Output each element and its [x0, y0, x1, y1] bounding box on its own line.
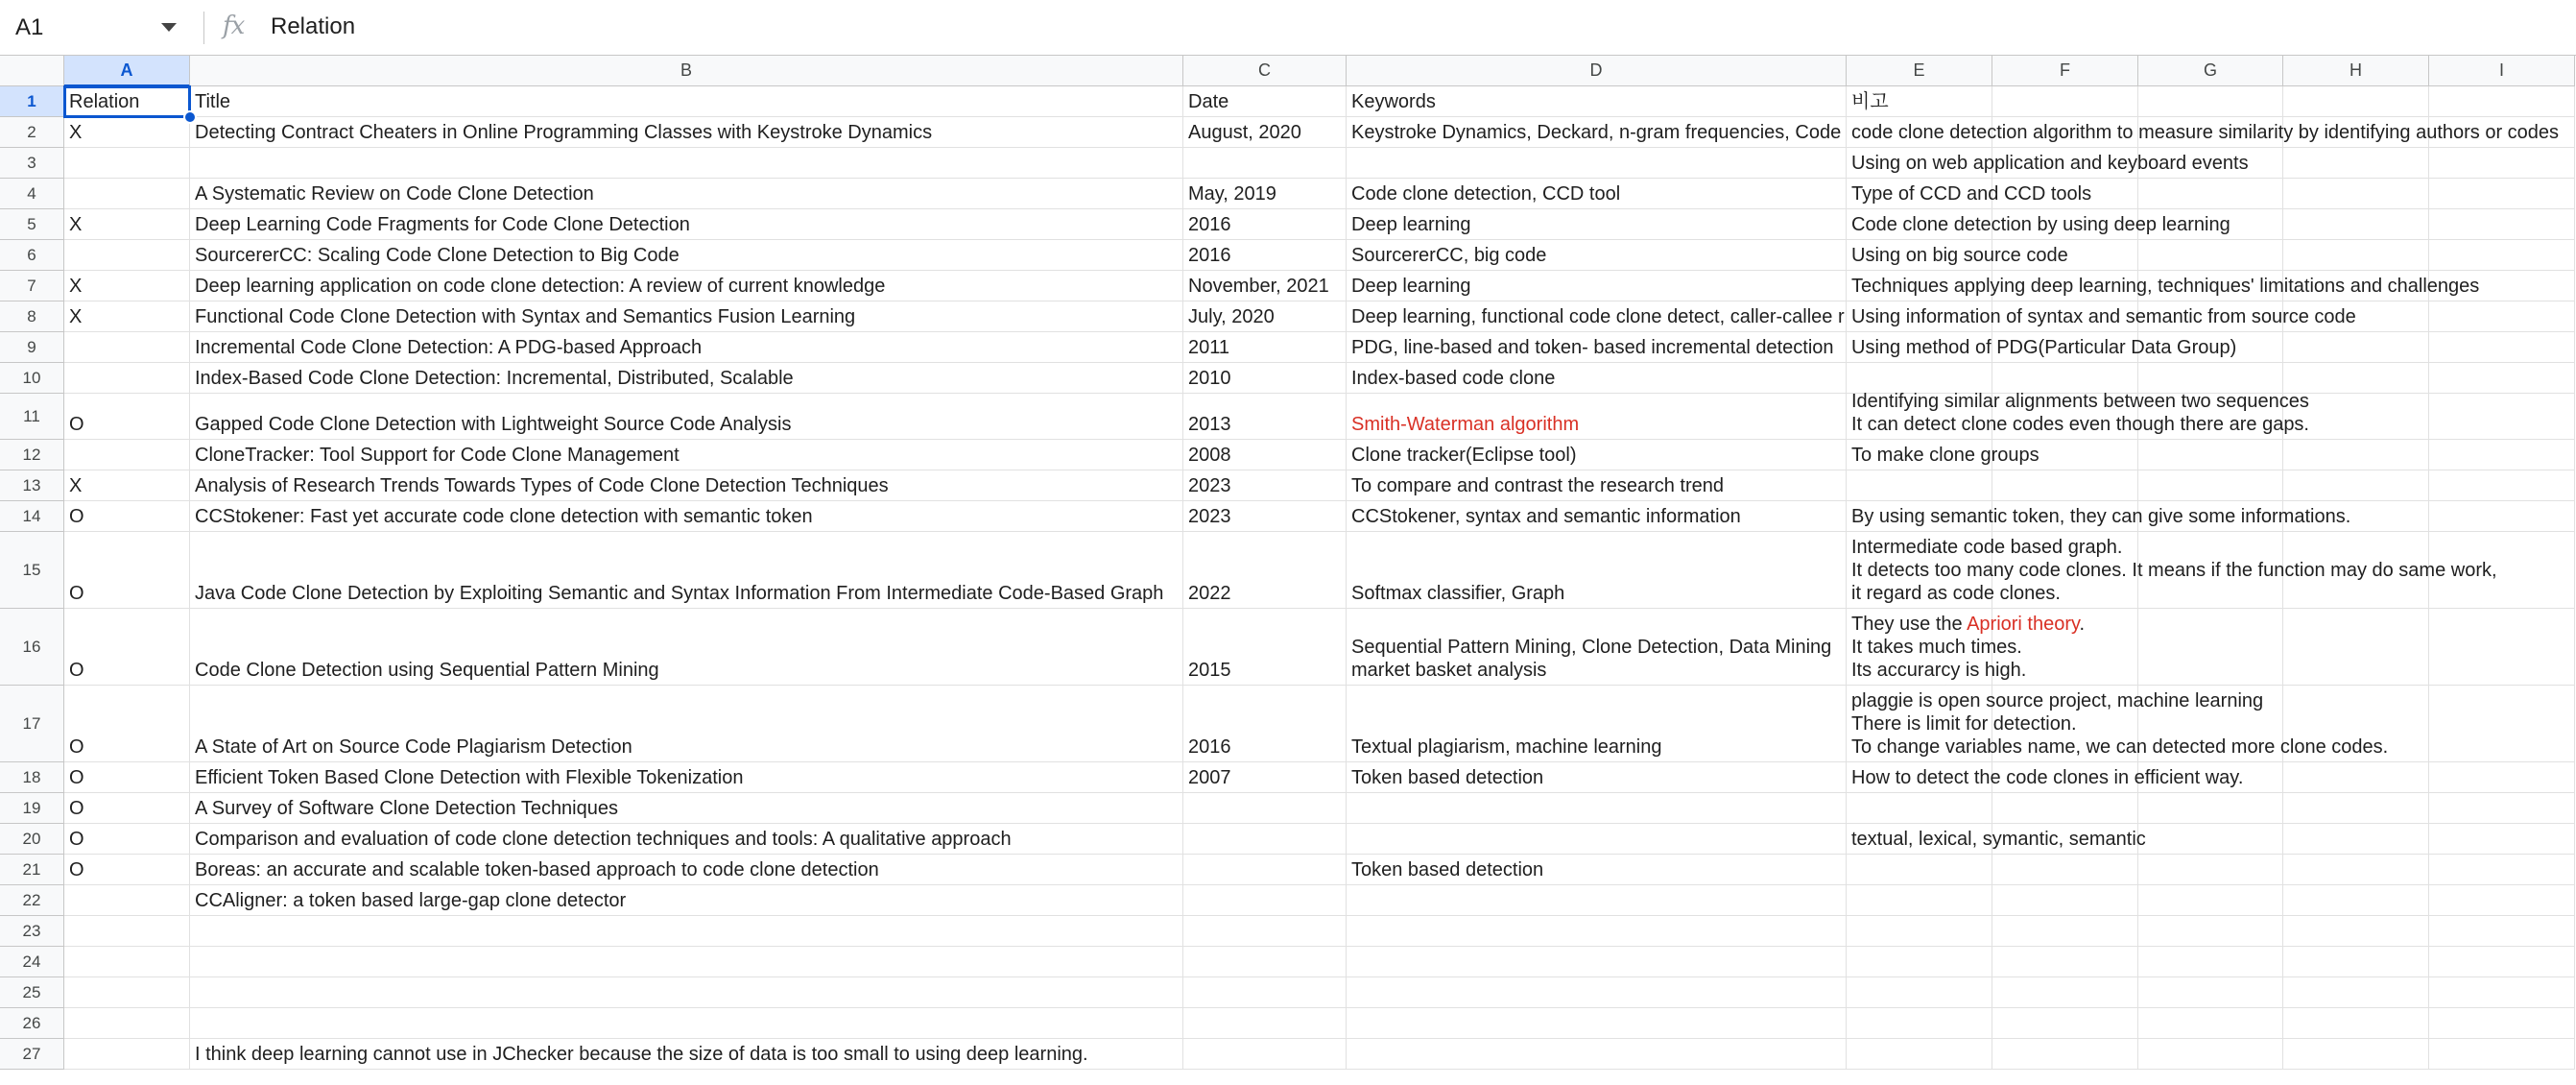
cell-b10[interactable]: Index-Based Code Clone Detection: Incremental, Distributed, Scalable	[190, 363, 1183, 394]
cell-e13[interactable]	[1847, 470, 1992, 501]
cell-i26[interactable]	[2429, 1008, 2575, 1039]
row-header[interactable]: 20	[0, 824, 64, 855]
table-row	[0, 117, 2576, 148]
cell-i17[interactable]	[2429, 686, 2575, 762]
row-header[interactable]: 16	[0, 609, 64, 686]
cell-c2[interactable]: August, 2020	[1183, 117, 1347, 148]
table-row	[0, 301, 2576, 332]
cell-h20[interactable]	[2283, 824, 2429, 855]
table-row	[0, 86, 2576, 117]
cell-c21[interactable]	[1183, 855, 1347, 885]
cell-b4[interactable]: A Systematic Review on Code Clone Detection	[190, 179, 1183, 209]
column-header-i[interactable]: I	[2429, 56, 2575, 86]
row-header[interactable]: 8	[0, 301, 64, 332]
cell-b15[interactable]: Java Code Clone Detection by Exploiting Semantic and Syntax Information From Intermediate Code-Based Graph	[190, 532, 1183, 609]
cell-i5[interactable]	[2429, 209, 2575, 240]
cell-e22[interactable]	[1847, 885, 1992, 916]
cell-h3[interactable]	[2283, 148, 2429, 179]
cell-d9[interactable]: PDG, line-based and token- based incremental detection	[1347, 332, 1847, 363]
cell-c4[interactable]: May, 2019	[1183, 179, 1347, 209]
cell-text-highlight: Apriori theory	[1967, 614, 2080, 635]
cell-g1[interactable]	[2138, 86, 2283, 117]
cell-e26[interactable]	[1847, 1008, 1992, 1039]
table-row	[0, 240, 2576, 271]
cell-b24[interactable]	[190, 947, 1183, 977]
cell-a18[interactable]: O	[64, 762, 190, 793]
cell-h25[interactable]	[2283, 977, 2429, 1008]
cell-g13[interactable]	[2138, 470, 2283, 501]
cell-h16[interactable]	[2283, 609, 2429, 686]
table-row	[0, 271, 2576, 301]
cell-b1[interactable]: Title	[190, 86, 1183, 117]
cell-h27[interactable]	[2283, 1039, 2429, 1070]
cell-f27[interactable]	[1992, 1039, 2138, 1070]
cell-h23[interactable]	[2283, 916, 2429, 947]
row-header[interactable]: 11	[0, 394, 64, 440]
table-row	[0, 179, 2576, 209]
cell-a8[interactable]: X	[64, 301, 190, 332]
cell-h18[interactable]	[2283, 762, 2429, 793]
cell-b9[interactable]: Incremental Code Clone Detection: A PDG-based Approach	[190, 332, 1183, 363]
cell-e16[interactable]	[1847, 609, 2086, 686]
row-header[interactable]: 9	[0, 332, 64, 363]
cell-a22[interactable]	[64, 885, 190, 916]
cell-i24[interactable]	[2429, 947, 2575, 977]
cell-b21[interactable]: Boreas: an accurate and scalable token-based approach to code clone detection	[190, 855, 1183, 885]
cell-i27[interactable]	[2429, 1039, 2575, 1070]
cell-i20[interactable]	[2429, 824, 2575, 855]
cell-d7[interactable]: Deep learning	[1347, 271, 1847, 301]
chevron-down-icon[interactable]	[161, 23, 177, 32]
cell-a11[interactable]: O	[64, 394, 190, 440]
cell-g22[interactable]	[2138, 885, 2283, 916]
table-row	[0, 440, 2576, 470]
column-header-f[interactable]: F	[1992, 56, 2138, 86]
cell-g20[interactable]	[2138, 824, 2283, 855]
cell-b2[interactable]: Detecting Contract Cheaters in Online Programming Classes with Keystroke Dynamics	[190, 117, 1183, 148]
cell-d1[interactable]: Keywords	[1347, 86, 1847, 117]
cell-f21[interactable]	[1992, 855, 2138, 885]
cell-b26[interactable]	[190, 1008, 1183, 1039]
cell-b7[interactable]: Deep learning application on code clone detection: A review of current knowledge	[190, 271, 1183, 301]
cell-b27[interactable]: I think deep learning cannot use in JChecker because the size of data is too small to using deep learning.	[190, 1039, 1183, 1070]
cell-c3[interactable]	[1183, 148, 1347, 179]
table-row	[0, 1039, 2576, 1070]
cell-b11[interactable]: Gapped Code Clone Detection with Lightweight Source Code Analysis	[190, 394, 1183, 440]
row-header[interactable]: 13	[0, 470, 64, 501]
cell-d12[interactable]: Clone tracker(Eclipse tool)	[1347, 440, 1847, 470]
cell-d3[interactable]	[1347, 148, 1847, 179]
table-row	[0, 532, 2576, 609]
table-row	[0, 470, 2576, 501]
cell-d22[interactable]	[1347, 885, 1847, 916]
cell-e18[interactable]: How to detect the code clones in efficient way.	[1847, 762, 1992, 793]
cell-d19[interactable]	[1347, 793, 1847, 824]
row-header[interactable]: 21	[0, 855, 64, 885]
cell-a17[interactable]: O	[64, 686, 190, 762]
cell-c19[interactable]	[1183, 793, 1347, 824]
row-header[interactable]: 27	[0, 1039, 64, 1070]
cell-e17[interactable]: plaggie is open source project, machine learning There is limit for detection. To change variables name, we can detected more clone codes.	[1847, 686, 1992, 762]
cell-c18[interactable]: 2007	[1183, 762, 1347, 793]
cell-e2[interactable]: code clone detection algorithm to measure similarity by identifying authors or codes	[1847, 117, 1992, 148]
cell-text: They use the	[1851, 614, 1968, 635]
cell-c23[interactable]	[1183, 916, 1347, 947]
cell-g27[interactable]	[2138, 1039, 2283, 1070]
cell-h12[interactable]	[2283, 440, 2429, 470]
row-header[interactable]: 1	[0, 86, 64, 117]
cell-d21[interactable]: Token based detection	[1347, 855, 1847, 885]
row-header[interactable]: 24	[0, 947, 64, 977]
cell-f22[interactable]	[1992, 885, 2138, 916]
cell-f19[interactable]	[1992, 793, 2138, 824]
cell-d15[interactable]: Softmax classifier, Graph	[1347, 532, 1847, 609]
cell-h9[interactable]	[2283, 332, 2429, 363]
fx-icon: fx	[223, 12, 245, 40]
cell-i19[interactable]	[2429, 793, 2575, 824]
cell-h19[interactable]	[2283, 793, 2429, 824]
cell-d14[interactable]: CCStokener, syntax and semantic information	[1347, 501, 1847, 532]
cell-e23[interactable]	[1847, 916, 1992, 947]
cell-c5[interactable]: 2016	[1183, 209, 1347, 240]
cell-f24[interactable]	[1992, 947, 2138, 977]
cell-e4[interactable]: Type of CCD and CCD tools	[1847, 179, 1992, 209]
cell-i14[interactable]	[2429, 501, 2575, 532]
table-row	[0, 391, 2576, 440]
cell-d2[interactable]: Keystroke Dynamics, Deckard, n-gram frequencies, Code	[1347, 117, 1847, 148]
cell-b12[interactable]: CloneTracker: Tool Support for Code Clone Management	[190, 440, 1183, 470]
formula-input[interactable]: Relation	[271, 13, 356, 39]
cell-i3[interactable]	[2429, 148, 2575, 179]
cell-d23[interactable]	[1347, 916, 1847, 947]
cell-c24[interactable]	[1183, 947, 1347, 977]
table-row	[0, 947, 2576, 977]
row-header[interactable]: 15	[0, 532, 64, 609]
cell-e14[interactable]: By using semantic token, they can give some informations.	[1847, 501, 1992, 532]
row-header[interactable]: 23	[0, 916, 64, 947]
spreadsheet-grid	[0, 56, 2576, 1085]
cell-b23[interactable]	[190, 916, 1183, 947]
cell-c16[interactable]: 2015	[1183, 609, 1347, 686]
cell-c11[interactable]: 2013	[1183, 394, 1347, 440]
cell-i23[interactable]	[2429, 916, 2575, 947]
cell-g23[interactable]	[2138, 916, 2283, 947]
cell-h4[interactable]	[2283, 179, 2429, 209]
cell-d13[interactable]: To compare and contrast the research trend	[1347, 470, 1847, 501]
column-header-d[interactable]: D	[1347, 56, 1847, 86]
cell-i12[interactable]	[2429, 440, 2575, 470]
cell-d17[interactable]: Textual plagiarism, machine learning	[1347, 686, 1847, 762]
cell-a23[interactable]	[64, 916, 190, 947]
cell-d16[interactable]: Sequential Pattern Mining, Clone Detection, Data Mining market basket analysis	[1347, 609, 1847, 686]
cell-a10[interactable]	[64, 363, 190, 394]
cell-i18[interactable]	[2429, 762, 2575, 793]
cell-c26[interactable]	[1183, 1008, 1347, 1039]
cell-g4[interactable]	[2138, 179, 2283, 209]
cell-d18[interactable]: Token based detection	[1347, 762, 1847, 793]
cell-f1[interactable]	[1992, 86, 2138, 117]
row-header[interactable]: 12	[0, 440, 64, 470]
cell-text: . It takes much times. Its accurarcy is high.	[1851, 614, 2086, 681]
cell-a19[interactable]: O	[64, 793, 190, 824]
cell-a20[interactable]: O	[64, 824, 190, 855]
table-row	[0, 762, 2576, 793]
cell-c22[interactable]	[1183, 885, 1347, 916]
cell-h5[interactable]	[2283, 209, 2429, 240]
cell-c14[interactable]: 2023	[1183, 501, 1347, 532]
cell-h21[interactable]	[2283, 855, 2429, 885]
cell-e12[interactable]: To make clone groups	[1847, 440, 1992, 470]
cell-a27[interactable]	[64, 1039, 190, 1070]
cell-h24[interactable]	[2283, 947, 2429, 977]
cell-c17[interactable]: 2016	[1183, 686, 1347, 762]
table-row	[0, 855, 2576, 885]
cell-i21[interactable]	[2429, 855, 2575, 885]
cell-f23[interactable]	[1992, 916, 2138, 947]
row-header[interactable]: 22	[0, 885, 64, 916]
cell-e9[interactable]: Using method of PDG(Particular Data Group)	[1847, 332, 1992, 363]
table-row	[0, 332, 2576, 363]
cell-b14[interactable]: CCStokener: Fast yet accurate code clone detection with semantic token	[190, 501, 1183, 532]
cell-d27[interactable]	[1347, 1039, 1847, 1070]
cell-e20[interactable]: textual, lexical, symantic, semantic	[1847, 824, 1992, 855]
cell-i8[interactable]	[2429, 301, 2575, 332]
cell-c8[interactable]: July, 2020	[1183, 301, 1347, 332]
row-header[interactable]: 2	[0, 117, 64, 148]
cell-b5[interactable]: Deep Learning Code Fragments for Code Clone Detection	[190, 209, 1183, 240]
cell-h26[interactable]	[2283, 1008, 2429, 1039]
cell-i13[interactable]	[2429, 470, 2575, 501]
cell-b6[interactable]: SourcererCC: Scaling Code Clone Detection to Big Code	[190, 240, 1183, 271]
column-header-h[interactable]: H	[2283, 56, 2429, 86]
cell-h6[interactable]	[2283, 240, 2429, 271]
cell-e11[interactable]: Identifying similar alignments between two sequences It can detect clone codes even though there are gaps.	[1847, 394, 1992, 440]
cell-a24[interactable]	[64, 947, 190, 977]
cell-b18[interactable]: Efficient Token Based Clone Detection with Flexible Tokenization	[190, 762, 1183, 793]
cell-c20[interactable]	[1183, 824, 1347, 855]
cell-d4[interactable]: Code clone detection, CCD tool	[1347, 179, 1847, 209]
cell-c6[interactable]: 2016	[1183, 240, 1347, 271]
cell-i16[interactable]	[2429, 609, 2575, 686]
cell-g24[interactable]	[2138, 947, 2283, 977]
cell-d8[interactable]: Deep learning, functional code clone detect, caller-callee r	[1347, 301, 1847, 332]
cell-b19[interactable]: A Survey of Software Clone Detection Techniques	[190, 793, 1183, 824]
cell-a3[interactable]	[64, 148, 190, 179]
cell-c7[interactable]: November, 2021	[1183, 271, 1347, 301]
table-row	[0, 686, 2576, 762]
table-row	[0, 1008, 2576, 1039]
row-header[interactable]: 14	[0, 501, 64, 532]
cell-e6[interactable]: Using on big source code	[1847, 240, 1992, 271]
cell-d26[interactable]	[1347, 1008, 1847, 1039]
cell-a25[interactable]	[64, 977, 190, 1008]
cell-c27[interactable]	[1183, 1039, 1347, 1070]
cell-c10[interactable]: 2010	[1183, 363, 1347, 394]
row-header[interactable]: 17	[0, 686, 64, 762]
cell-f25[interactable]	[1992, 977, 2138, 1008]
row-header[interactable]: 5	[0, 209, 64, 240]
column-header-e[interactable]: E	[1847, 56, 1992, 86]
cell-g19[interactable]	[2138, 793, 2283, 824]
cell-g25[interactable]	[2138, 977, 2283, 1008]
cell-e21[interactable]	[1847, 855, 1992, 885]
name-box-value: A1	[15, 14, 44, 40]
cell-h1[interactable]	[2283, 86, 2429, 117]
cell-b16[interactable]: Code Clone Detection using Sequential Pattern Mining	[190, 609, 1183, 686]
column-header-b[interactable]: B	[190, 56, 1183, 86]
cell-g21[interactable]	[2138, 855, 2283, 885]
cell-d5[interactable]: Deep learning	[1347, 209, 1847, 240]
table-row	[0, 209, 2576, 240]
row-header[interactable]: 18	[0, 762, 64, 793]
cell-e15[interactable]: Intermediate code based graph. It detects too many code clones. It means if the function may do same work, it regard as code clones.	[1847, 532, 1992, 609]
cell-b17[interactable]: A State of Art on Source Code Plagiarism Detection	[190, 686, 1183, 762]
cell-i4[interactable]	[2429, 179, 2575, 209]
cell-e27[interactable]	[1847, 1039, 1992, 1070]
row-header[interactable]: 7	[0, 271, 64, 301]
cell-a14[interactable]: O	[64, 501, 190, 532]
table-row	[0, 824, 2576, 855]
cell-g16[interactable]	[2138, 609, 2283, 686]
formula-bar	[0, 0, 2576, 56]
column-header-c[interactable]: C	[1183, 56, 1347, 86]
cell-i6[interactable]	[2429, 240, 2575, 271]
table-row	[0, 977, 2576, 1008]
cell-a9[interactable]	[64, 332, 190, 363]
row-header[interactable]: 19	[0, 793, 64, 824]
table-row	[0, 793, 2576, 824]
cell-a21[interactable]: O	[64, 855, 190, 885]
column-header-a[interactable]: A	[64, 56, 190, 86]
cell-a2[interactable]: X	[64, 117, 190, 148]
cell-e3[interactable]: Using on web application and keyboard events	[1847, 148, 1992, 179]
cell-e7[interactable]: Techniques applying deep learning, techniques' limitations and challenges	[1847, 271, 1992, 301]
cell-a15[interactable]: O	[64, 532, 190, 609]
table-row	[0, 916, 2576, 947]
row-header[interactable]: 3	[0, 148, 64, 179]
cell-a4[interactable]	[64, 179, 190, 209]
cell-e19[interactable]	[1847, 793, 1992, 824]
cell-c12[interactable]: 2008	[1183, 440, 1347, 470]
cell-h13[interactable]	[2283, 470, 2429, 501]
cell-a5[interactable]: X	[64, 209, 190, 240]
fill-handle[interactable]	[183, 110, 197, 124]
cell-b13[interactable]: Analysis of Research Trends Towards Types of Code Clone Detection Techniques	[190, 470, 1183, 501]
row-header[interactable]: 4	[0, 179, 64, 209]
cell-a26[interactable]	[64, 1008, 190, 1039]
table-row	[0, 609, 2576, 686]
cell-d6[interactable]: SourcererCC, big code	[1347, 240, 1847, 271]
cell-c15[interactable]: 2022	[1183, 532, 1347, 609]
cell-c25[interactable]	[1183, 977, 1347, 1008]
cell-f13[interactable]	[1992, 470, 2138, 501]
cell-i9[interactable]	[2429, 332, 2575, 363]
cell-d25[interactable]	[1347, 977, 1847, 1008]
cell-a7[interactable]: X	[64, 271, 190, 301]
row-header[interactable]: 26	[0, 1008, 64, 1039]
cell-d24[interactable]	[1347, 947, 1847, 977]
cell-b20[interactable]: Comparison and evaluation of code clone detection techniques and tools: A qualitative approach	[190, 824, 1183, 855]
cell-i25[interactable]	[2429, 977, 2575, 1008]
cell-c9[interactable]: 2011	[1183, 332, 1347, 363]
cell-e24[interactable]	[1847, 947, 1992, 977]
table-row	[0, 148, 2576, 179]
cell-i1[interactable]	[2429, 86, 2575, 117]
column-header-g[interactable]: G	[2138, 56, 2283, 86]
cell-e1[interactable]: 비고	[1847, 86, 1992, 117]
cell-i10[interactable]	[2429, 363, 2575, 394]
cell-c13[interactable]: 2023	[1183, 470, 1347, 501]
table-row	[0, 885, 2576, 916]
cell-c1[interactable]: Date	[1183, 86, 1347, 117]
cell-b8[interactable]: Functional Code Clone Detection with Syntax and Semantics Fusion Learning	[190, 301, 1183, 332]
cell-a13[interactable]: X	[64, 470, 190, 501]
cell-a12[interactable]	[64, 440, 190, 470]
cell-b3[interactable]	[190, 148, 1183, 179]
cell-f26[interactable]	[1992, 1008, 2138, 1039]
cell-e8[interactable]: Using information of syntax and semantic from source code	[1847, 301, 1992, 332]
cell-d11[interactable]: Smith-Waterman algorithm	[1347, 394, 1847, 440]
cell-e25[interactable]	[1847, 977, 1992, 1008]
cell-e5[interactable]: Code clone detection by using deep learning	[1847, 209, 1992, 240]
cell-a16[interactable]: O	[64, 609, 190, 686]
cell-a6[interactable]	[64, 240, 190, 271]
row-header[interactable]: 6	[0, 240, 64, 271]
cell-b25[interactable]	[190, 977, 1183, 1008]
cell-i22[interactable]	[2429, 885, 2575, 916]
cell-i11[interactable]	[2429, 394, 2575, 440]
row-header[interactable]: 10	[0, 363, 64, 394]
cell-g6[interactable]	[2138, 240, 2283, 271]
cell-g12[interactable]	[2138, 440, 2283, 470]
formula-bar-divider	[203, 12, 204, 44]
cell-d20[interactable]	[1347, 824, 1847, 855]
cell-d10[interactable]: Index-based code clone	[1347, 363, 1847, 394]
cell-h22[interactable]	[2283, 885, 2429, 916]
row-header[interactable]: 25	[0, 977, 64, 1008]
table-row	[0, 501, 2576, 532]
active-cell-a1[interactable]: Relation	[64, 86, 190, 117]
cell-b22[interactable]: CCAligner: a token based large-gap clone detector	[190, 885, 1183, 916]
select-all-corner[interactable]	[0, 56, 64, 86]
cell-g26[interactable]	[2138, 1008, 2283, 1039]
